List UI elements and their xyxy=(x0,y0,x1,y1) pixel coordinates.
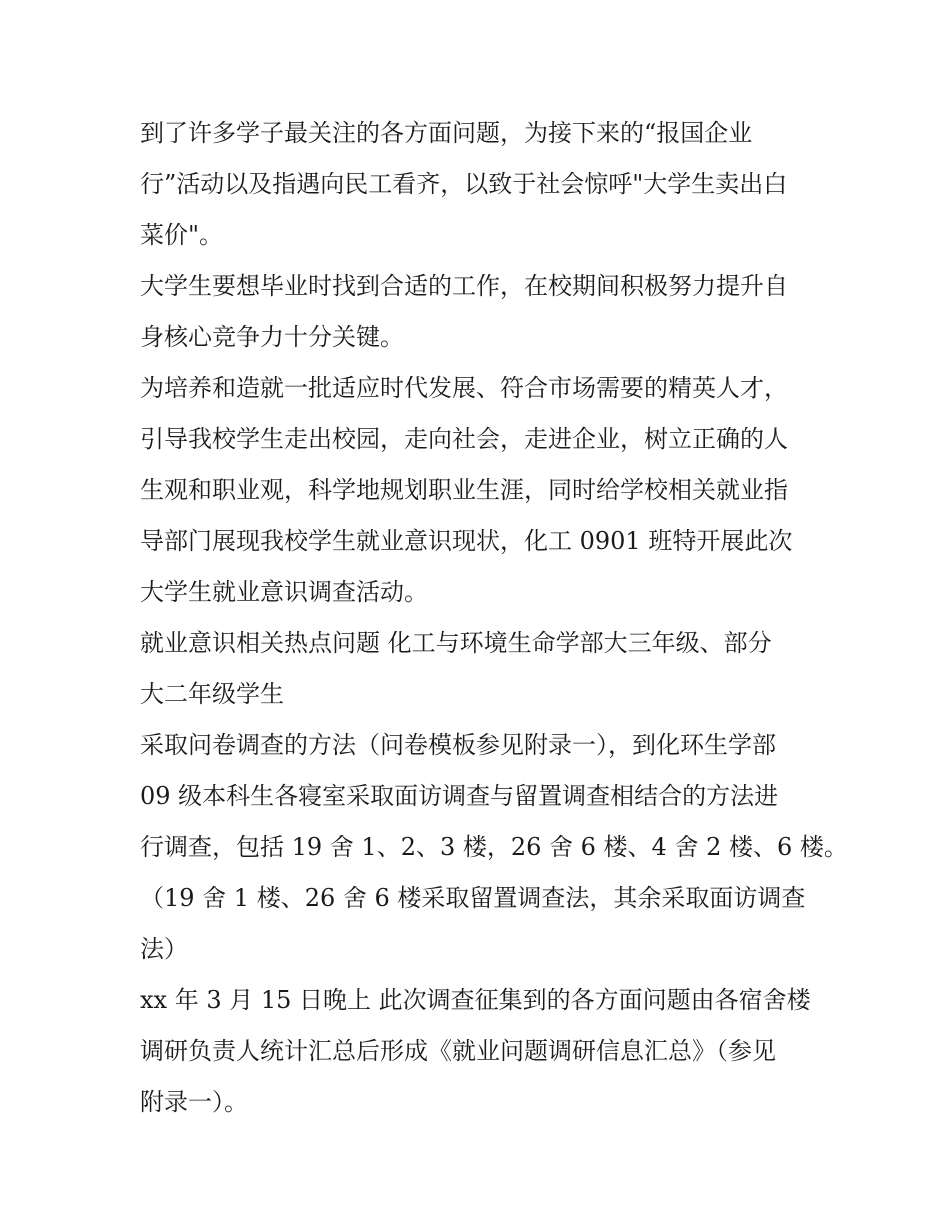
text-line: xx 年 3 月 15 日晚上 此次调查征集到的各方面问题由各宿舍楼 xyxy=(140,986,811,1014)
text-line: 身核心竞争力十分关键。 xyxy=(140,323,404,351)
text-line: 采取问卷调查的方法（问卷模板参见附录一），到化环生学部 xyxy=(140,731,776,759)
text-line: 09 级本科生各寝室采取面访调查与留置调查相结合的方法进 xyxy=(140,782,779,810)
text-line: 就业意识相关热点问题 化工与环境生命学部大三年级、部分 xyxy=(140,629,772,657)
text-line: 调研负责人统计汇总后形成《就业问题调研信息汇总》（参见 xyxy=(140,1037,776,1065)
text-line: 引导我校学生走出校园，走向社会，走进企业，树立正确的人 xyxy=(140,425,788,453)
text-line: 附录一）。 xyxy=(140,1088,248,1116)
text-line: （19 舍 1 楼、26 舍 6 楼采取留置调查法，其余采取面访调查 xyxy=(140,884,806,912)
text-line: 菜价"。 xyxy=(140,221,224,249)
text-line: 行调查，包括 19 舍 1、2、3 楼，26 舍 6 楼、4 舍 2 楼、6 楼。 xyxy=(140,833,848,861)
text-line: 到了许多学子最关注的各方面问题，为接下来的“报国企业 xyxy=(140,119,753,147)
text-line: 大二年级学生 xyxy=(140,680,284,708)
text-line: 大学生就业意识调查活动。 xyxy=(140,578,428,606)
text-line: 大学生要想毕业时找到合适的工作，在校期间积极努力提升自 xyxy=(140,272,788,300)
text-line: 为培养和造就一批适应时代发展、符合市场需要的精英人才， xyxy=(140,374,788,402)
document-body xyxy=(140,108,848,1128)
text-line: 法） xyxy=(140,935,188,963)
text-line: 行”活动以及指遇向民工看齐，以致于社会惊呼"大学生卖出白 xyxy=(140,170,788,198)
text-line: 生观和职业观，科学地规划职业生涯，同时给学校相关就业指 xyxy=(140,476,788,504)
text-line: 导部门展现我校学生就业意识现状，化工 0901 班特开展此次 xyxy=(140,527,793,555)
